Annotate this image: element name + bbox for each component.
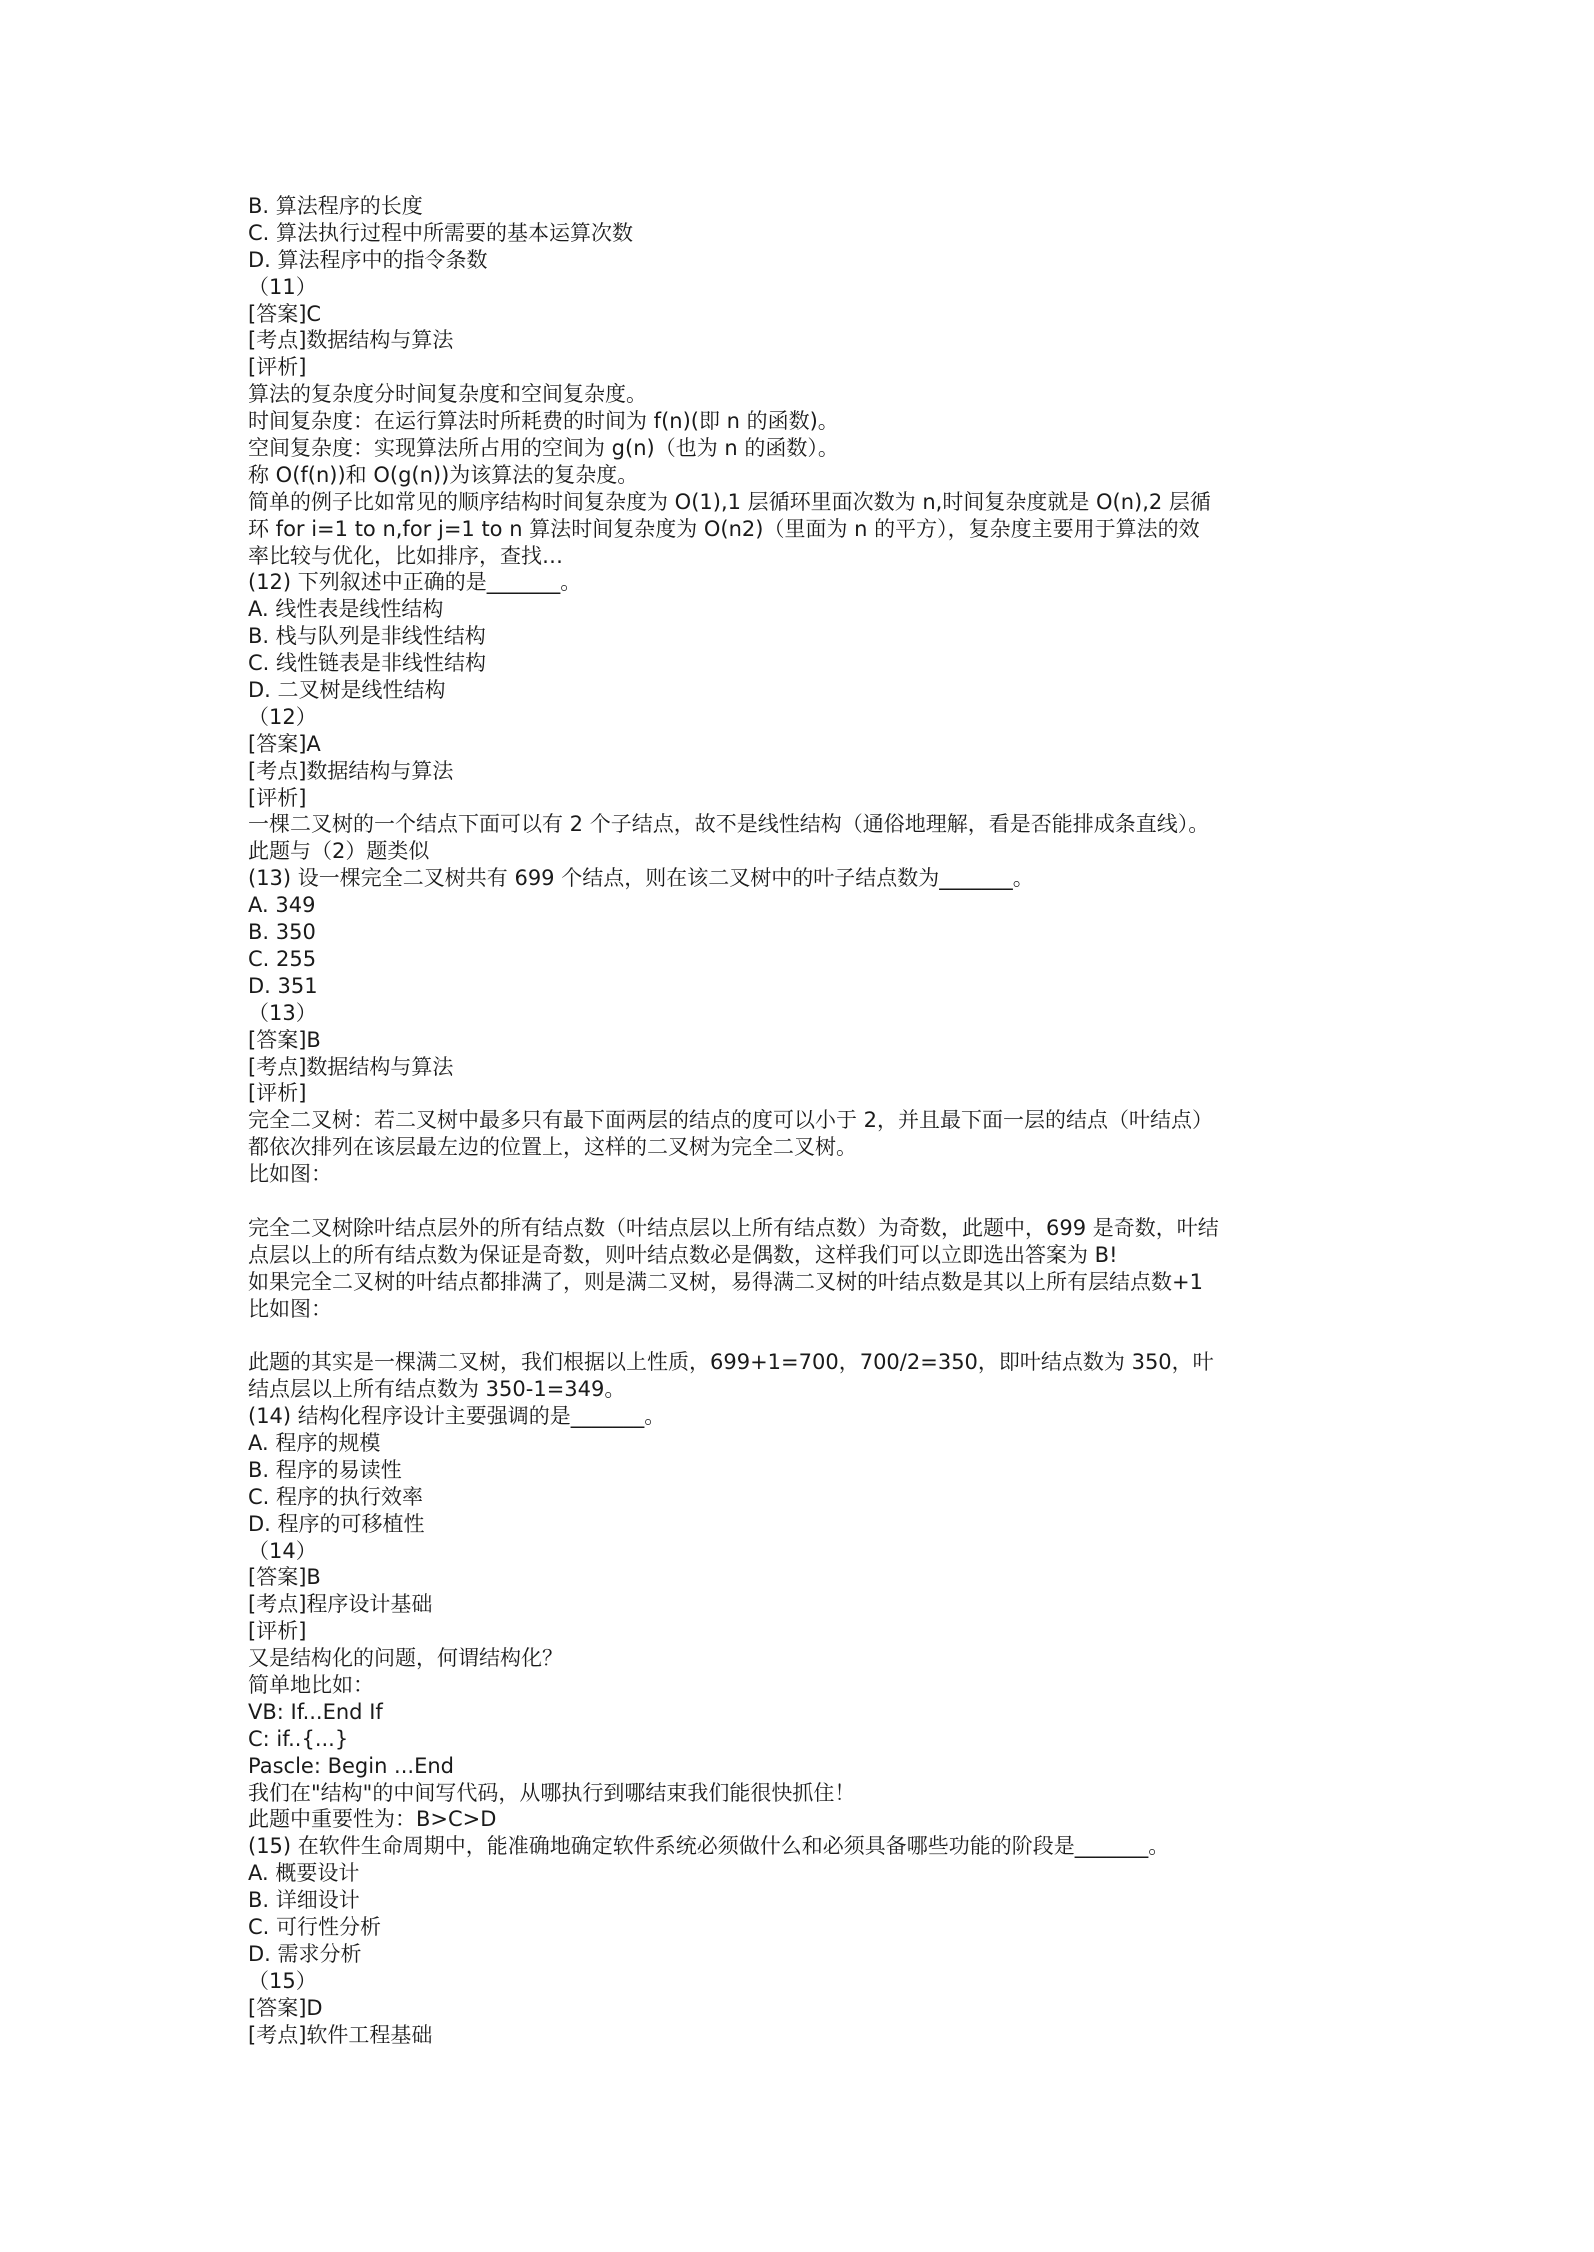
text-line: C. 程序的执行效率 [248,1484,424,1509]
text-line: C. 算法执行过程中所需要的基本运算次数 [248,220,634,245]
text-line: 完全二叉树除叶结点层外的所有结点数（叶结点层以上所有结点数）为奇数，此题中，699 是奇数，叶结 [248,1215,1219,1240]
text-line: [评析] [248,1081,307,1106]
text-line: (13) 设一棵完全二叉树共有 699 个结点，则在该二叉树中的叶子结点数为_______。 [248,866,1034,891]
text-line: [考点]数据结构与算法 [248,1054,454,1079]
text-line: （15） [248,1968,317,1993]
document-page [248,193,1358,2048]
text-line: [评析] [248,355,307,380]
text-line: [评析] [248,785,307,810]
blank-line [248,1188,1358,1215]
text-line: B. 算法程序的长度 [248,194,423,218]
text-line: (12) 下列叙述中正确的是_______。 [248,570,582,595]
text-line: (14) 结构化程序设计主要强调的是_______。 [248,1404,666,1429]
text-line: 简单地比如： [248,1672,374,1697]
text-line: 结点层以上所有结点数为 350-1=349。 [248,1377,626,1402]
text-line: [答案]D [248,1995,323,2020]
text-line: 比如图： [248,1162,332,1187]
text-line: [考点]程序设计基础 [248,1592,433,1617]
text-line: D. 需求分析 [248,1941,362,1966]
text-line: 算法的复杂度分时间复杂度和空间复杂度。 [248,382,647,407]
text-line: B. 栈与队列是非线性结构 [248,624,486,649]
blank-line [248,1322,1358,1349]
text-line: VB: If...End If [248,1699,383,1724]
text-line: D. 351 [248,973,318,998]
text-line: （13） [248,1000,317,1025]
text-line: D. 二叉树是线性结构 [248,678,446,703]
text-line: A. 349 [248,893,316,918]
text-line: Pascle: Begin ...End [248,1753,454,1778]
text-line: A. 程序的规模 [248,1430,381,1455]
text-line: （11） [248,274,317,299]
text-line: 如果完全二叉树的叶结点都排满了，则是满二叉树，易得满二叉树的叶结点数是其以上所有层结点数+1 [248,1269,1203,1294]
text-line: 一棵二叉树的一个结点下面可以有 2 个子结点，故不是线性结构（通俗地理解，看是否能排成条直线）。 [248,812,1210,837]
text-line: 我们在"结构"的中间写代码，从哪执行到哪结束我们能很快抓住！ [248,1780,856,1805]
text-line: 比如图： [248,1296,332,1321]
text-line: B. 350 [248,920,316,945]
text-line: A. 线性表是线性结构 [248,597,444,622]
text-line: C. 可行性分析 [248,1915,382,1939]
text-line: 此题中重要性为：B>C>D [248,1807,497,1832]
text-line: 又是结构化的问题，何谓结构化？ [248,1646,563,1671]
text-line: 环 for i=1 to n,for j=1 to n 算法时间复杂度为 O(n2)（里面为 n 的平方），复杂度主要用于算法的效 [248,516,1200,541]
text-line: D. 程序的可移植性 [248,1511,425,1536]
text-line: [答案]A [248,731,321,756]
text-line: 完全二叉树：若二叉树中最多只有最下面两层的结点的度可以小于 2，并且最下面一层的结点（叶结点） [248,1108,1214,1133]
text-line: [考点]数据结构与算法 [248,758,454,783]
text-line: (15) 在软件生命周期中，能准确地确定软件系统必须做什么和必须具备哪些功能的阶段是_______。 [248,1834,1170,1859]
text-line: [考点]数据结构与算法 [248,328,454,353]
text-line: 都依次排列在该层最左边的位置上，这样的二叉树为完全二叉树。 [248,1135,857,1160]
text-line: 率比较与优化，比如排序，查找… [248,543,563,568]
text-line: C: if..{...} [248,1726,349,1751]
text-line: [评析] [248,1619,307,1644]
text-line: [答案]B [248,1027,321,1052]
text-line: B. 程序的易读性 [248,1457,402,1482]
text-line: 此题的其实是一棵满二叉树，我们根据以上性质，699+1=700，700/2=350，即叶结点数为 350，叶 [248,1350,1214,1375]
text-line: （14） [248,1538,317,1563]
text-line: C. 线性链表是非线性结构 [248,651,487,676]
text-line: A. 概要设计 [248,1861,360,1886]
text-line: （12） [248,704,317,729]
text-line: 称 O(f(n))和 O(g(n))为该算法的复杂度。 [248,462,639,487]
text-line: [考点]软件工程基础 [248,2022,433,2047]
text-line: D. 算法程序中的指令条数 [248,247,488,272]
text-line: 点层以上的所有结点数为保证是奇数，则叶结点数必是偶数，这样我们可以立即选出答案为 B! [248,1242,1118,1267]
text-line: B. 详细设计 [248,1888,360,1913]
text-line: C. 255 [248,946,317,971]
text-line: 空间复杂度：实现算法所占用的空间为 g(n)（也为 n 的函数）。 [248,436,839,461]
text-line: [答案]B [248,1565,321,1590]
text-line: 时间复杂度：在运行算法时所耗费的时间为 f(n)(即 n 的函数)。 [248,409,839,434]
text-line: [答案]C [248,301,322,326]
text-line: 简单的例子比如常见的顺序结构时间复杂度为 O(1),1 层循环里面次数为 n,时间复杂度就是 O(n),2 层循 [248,489,1211,514]
text-line: 此题与（2）题类似 [248,839,430,864]
